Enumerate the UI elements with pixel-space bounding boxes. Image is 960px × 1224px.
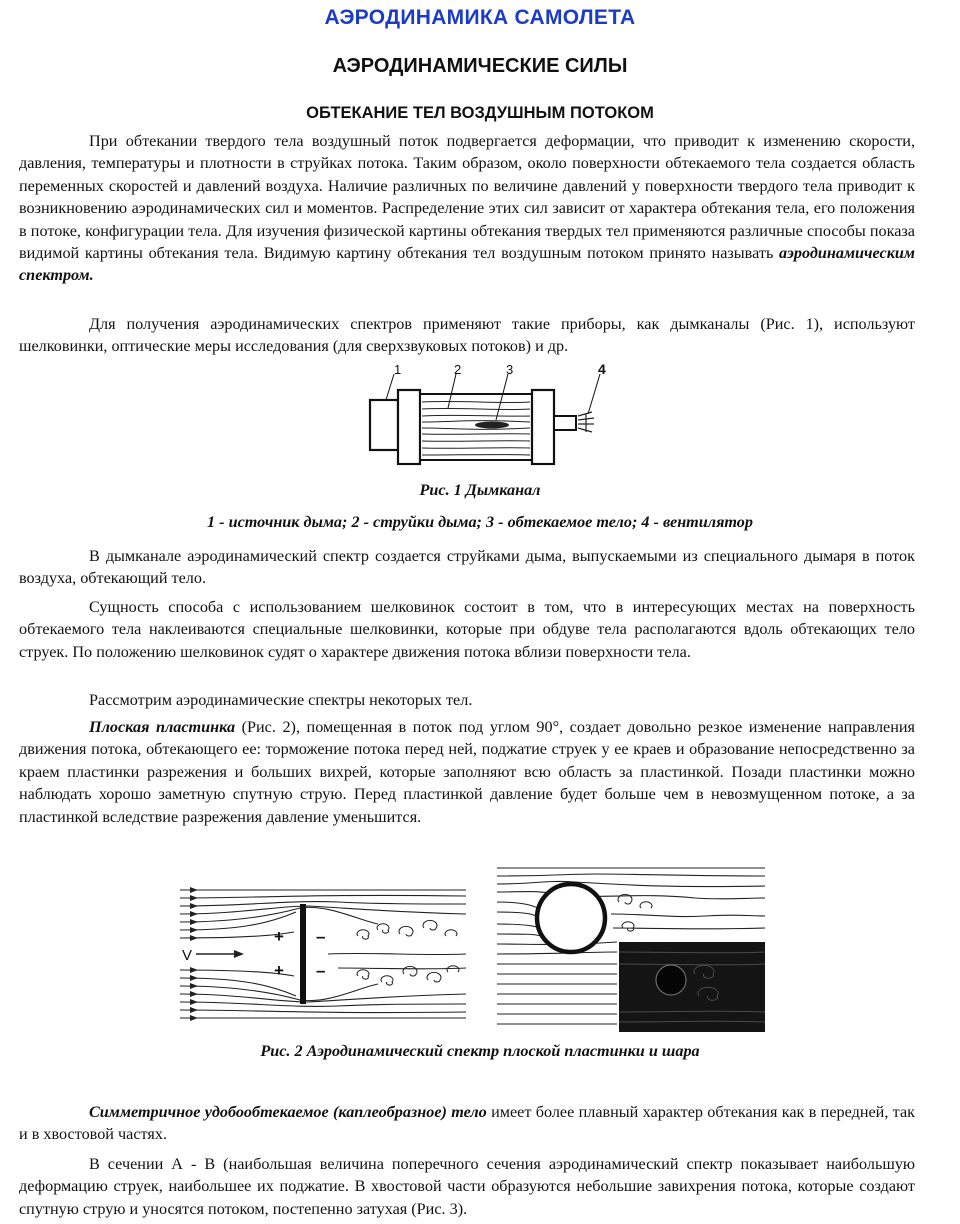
term-streamlined-body: Симметричное удобообтекаемое (каплеобразное) тело (89, 1103, 487, 1121)
flat-plate (300, 904, 306, 1004)
paragraph-7-text: имеет более плавный характер обтекания как в передней, так и в хвостовой частях. (19, 1103, 915, 1144)
section-title: ОБТЕКАНИЕ ТЕЛ ВОЗДУШНЫМ ПОТОКОМ (306, 104, 654, 122)
sphere-wake-vortices (618, 894, 652, 931)
paragraph-6-text: (Рис. 2), помещенная в поток под углом 90°, создает довольно резкое изменение направления движения потока, обтекающего ее: торможение потока перед ней, поджатие струек у ее краев и образование непосредственно за краем пластинки разрежения и больших вихрей, которые заполняют всю область за пластинкой. Позади пластинки можно наблюдать хорошо заметную спутную струю. Перед пластинкой давление будет больше чем в невозмущенном потоке, а за пластинкой вследствие разрежения давление уменьшится. (19, 718, 915, 826)
paragraph-5 (19, 689, 915, 711)
paragraph-3 (19, 545, 915, 590)
paragraph-1-text: При обтекании твердого тела воздушный поток подвергается деформации, что приводит к изменению скорости, давления, температуры и плотности в струйках потока. Таким образом, около поверхности обтекаемого тела создается область переменных скоростей и давлений воздуха. Наличие различных по величине давлений у поверхности твердого тела приводит к возникновению аэродинамических сил и моментов. Распределение этих сил зависит от характера обтекания тела, его положения в потоке, конфигурации тела. Для изучения физической картины обтекания твердых тел применяются различные способы показа видимой картины обтекания тела. Видимую картину обтекания тел воздушным потоком принято называть (19, 132, 915, 263)
velocity-arrow-head (234, 950, 244, 958)
paragraph-8-text: В сечении А - В (наибольшая величина поперечного сечения аэродинамический спектр показывает наибольшую деформацию струек, наибольшее их поджатие. В хвостовой части образуются небольшие завихрения потока, которые создают спутную струю и уносятся потоком, постепенно затухая (Рис. 3). (19, 1155, 915, 1218)
channel-left-flange (398, 390, 420, 464)
chapter-title: АЭРОДИНАМИЧЕСКИЕ СИЛЫ (332, 55, 628, 77)
wake-vortices (357, 920, 459, 985)
paragraph-3-text: В дымканале аэродинамический спектр создается струйками дыма, выпускаемыми из специального дымаря в поток воздуха, обтекающий тело. (19, 547, 915, 588)
paragraph-2-text: Для получения аэродинамических спектров применяют такие приборы, как дымканалы (Рис. 1), используют шелковинки, оптические меры исследования (для сверхзвуковых потоков) и др. (19, 315, 915, 356)
paragraph-8 (19, 1153, 915, 1220)
channel-body (420, 394, 532, 460)
plus-sign-top: + (274, 927, 284, 946)
paragraph-5-text: Рассмотрим аэродинамические спектры некоторых тел. (89, 691, 473, 709)
fan-duct (554, 416, 576, 430)
velocity-label: V (182, 947, 193, 964)
figure-1-caption: Рис. 1 Дымканал (419, 481, 541, 499)
sphere-photo-body (656, 965, 686, 995)
paragraph-4-text: Сущность способа с использованием шелковинок состоит в том, что в интересующих местах на поверхность обтекаемого тела наклеиваются специальные шелковинки, которые при обдуве тела располагаются вдоль обтекающих тело струек. По положению шелковинок судят о характере движения потока вблизи поверхности тела. (19, 598, 915, 661)
dark-photo-panel (619, 942, 765, 1032)
sphere-top-body (537, 884, 605, 952)
figure-1-label-1: 1 (394, 362, 402, 377)
paragraph-4 (19, 596, 915, 663)
plus-sign-bottom: + (274, 961, 284, 980)
figure-1-label-2: 2 (454, 362, 462, 377)
figure-1-legend: 1 - источник дыма; 2 - струйки дыма; 3 - обтекаемое тело; 4 - вентилятор (207, 513, 753, 531)
term-aerodynamic-spectrum: аэродинамическим спектром. (19, 244, 915, 285)
figure-2-caption: Рис. 2 Аэродинамический спектр плоской пластинки и шара (260, 1042, 700, 1060)
figure-2-sphere (495, 862, 767, 1034)
figure-1-label-4: 4 (598, 361, 606, 377)
paragraph-7 (19, 1101, 915, 1146)
paragraph-2 (19, 313, 915, 358)
fan-icon (578, 412, 594, 432)
figure-1-label-3: 3 (506, 362, 514, 377)
paragraph-1 (19, 130, 915, 287)
figure-1-smoke-channel (360, 362, 620, 474)
figure-2-flat-plate (178, 884, 468, 1024)
channel-right-flange (532, 390, 554, 464)
paragraph-6 (19, 716, 915, 828)
document-title: АЭРОДИНАМИКА САМОЛЕТА (324, 6, 636, 29)
streamlined-body (475, 422, 509, 429)
minus-sign-top: – (316, 927, 326, 946)
smoke-source-box (370, 400, 398, 450)
term-flat-plate: Плоская пластинка (89, 718, 236, 736)
minus-sign-bottom: – (316, 961, 326, 980)
